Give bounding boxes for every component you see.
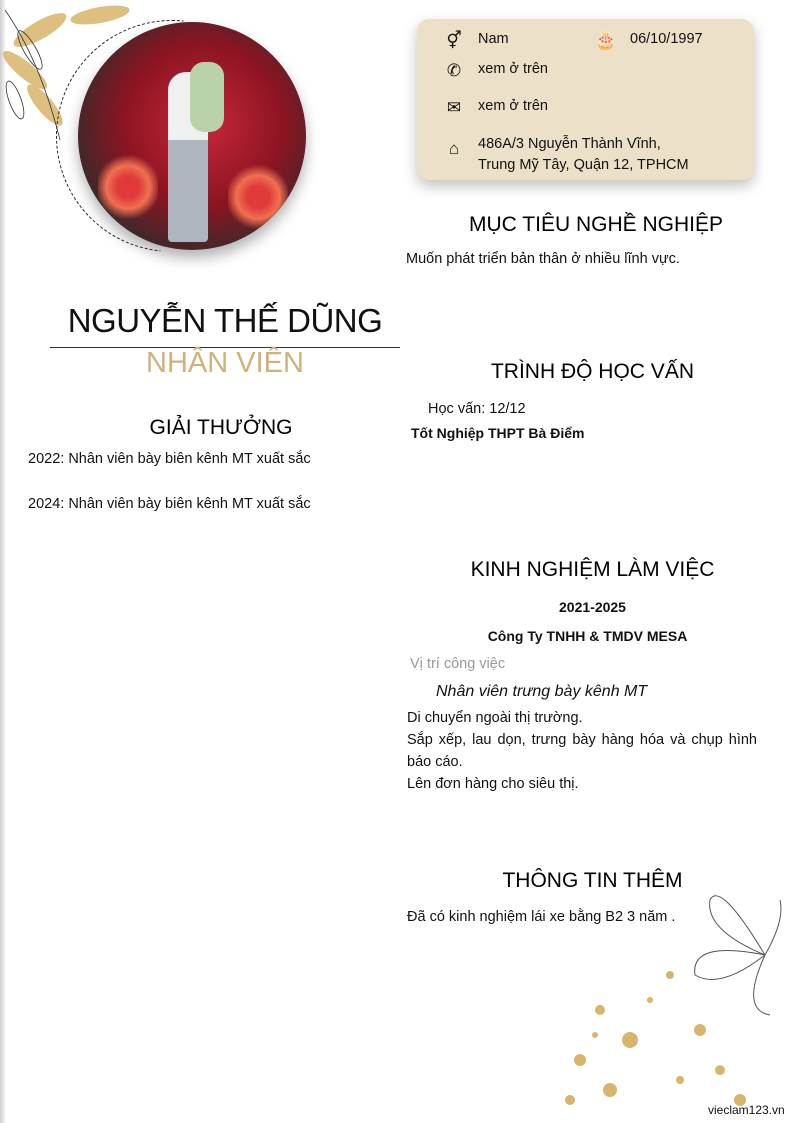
objective-heading: MỤC TIÊU NGHỀ NGHIỆP bbox=[469, 213, 723, 236]
award-item: 2022: Nhân viên bày biên kênh MT xuất sắc bbox=[28, 451, 311, 467]
candidate-position: NHÂN VIÊN bbox=[146, 347, 304, 379]
education-heading: TRÌNH ĐỘ HỌC VẤN bbox=[490, 360, 694, 383]
contact-card bbox=[417, 19, 754, 180]
watermark: vieclam123.vn bbox=[708, 1103, 785, 1117]
birthday-row bbox=[595, 31, 703, 51]
phone-icon: ✆ bbox=[446, 61, 462, 80]
experience-position: Nhân viên trưng bày kênh MT bbox=[436, 683, 648, 700]
birthday-value: 06/10/1997 bbox=[630, 31, 703, 47]
gender-row bbox=[443, 31, 509, 51]
email-value: xem ở trên bbox=[478, 98, 548, 114]
envelope-icon: ✉ bbox=[446, 98, 462, 117]
address-row bbox=[443, 134, 689, 176]
email-row bbox=[443, 98, 548, 118]
awards-heading: GIẢI THƯỞNG bbox=[149, 416, 293, 439]
extra-heading: THÔNG TIN THÊM bbox=[502, 869, 683, 892]
award-item: 2024: Nhân viên bày biên kênh MT xuất sắc bbox=[28, 496, 311, 512]
objective-text: Muốn phát triển bản thân ở nhiều lĩnh vực. bbox=[406, 251, 680, 267]
gender-icon: ⚥ bbox=[446, 31, 462, 50]
extra-text: Đã có kinh nghiệm lái xe bằng B2 3 năm . bbox=[407, 909, 676, 925]
birthday-cake-icon: 🎂 bbox=[595, 31, 617, 50]
experience-period: 2021-2025 bbox=[559, 599, 626, 615]
phone-value: xem ở trên bbox=[478, 61, 548, 77]
experience-company: Công Ty TNHH & TMDV MESA bbox=[487, 628, 688, 644]
education-level: Học vấn: 12/12 bbox=[428, 401, 526, 417]
photo-flowers bbox=[228, 152, 288, 242]
gold-splatter-icon bbox=[550, 960, 750, 1123]
photo-child bbox=[190, 62, 224, 132]
duty-item: Lên đơn hàng cho siêu thị. bbox=[407, 776, 579, 792]
page-edge bbox=[0, 0, 6, 1123]
address-line1: 486A/3 Nguyễn Thành Vĩnh, bbox=[478, 136, 661, 152]
duty-item: Di chuyển ngoài thị trường. bbox=[407, 710, 583, 726]
experience-duties bbox=[407, 707, 757, 795]
address-line2: Trung Mỹ Tây, Quận 12, TPHCM bbox=[478, 157, 689, 173]
experience-position-label: Vị trí công việc bbox=[410, 656, 506, 672]
duty-item: Sắp xếp, lau dọn, trưng bày hàng hóa và chụp hình báo cáo. bbox=[407, 732, 757, 770]
home-icon: ⌂ bbox=[448, 138, 460, 158]
phone-row bbox=[443, 61, 548, 81]
candidate-name: NGUYỄN THẾ DŨNG bbox=[67, 302, 383, 339]
gender-value: Nam bbox=[478, 31, 509, 47]
education-school: Tốt Nghiệp THPT Bà Điểm bbox=[411, 425, 585, 441]
experience-heading: KINH NGHIỆM LÀM VIỆC bbox=[470, 558, 715, 581]
